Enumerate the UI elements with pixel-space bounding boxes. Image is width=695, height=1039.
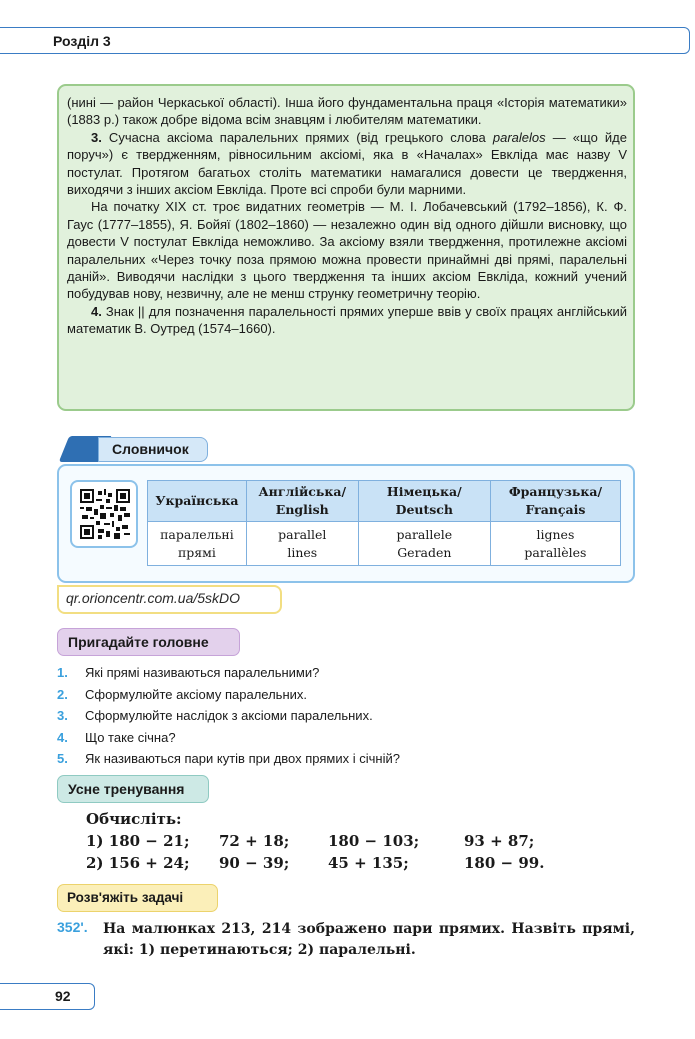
term-line: Geraden — [397, 544, 452, 560]
header-line: Français — [525, 502, 586, 517]
question-text: Що таке січна? — [85, 729, 176, 745]
page-number-bar — [0, 983, 95, 1010]
question-text: Сформулюйте наслідок з аксіоми паралельних. — [85, 708, 373, 723]
header-line: English — [275, 502, 329, 517]
vocabulary-table — [147, 480, 621, 566]
question-number: 3. — [57, 708, 68, 723]
question-number: 4. — [57, 729, 68, 745]
header-line: Deutsch — [395, 502, 454, 517]
remember-title: Пригадайте головне — [68, 634, 209, 650]
vocabulary-title: Словничок — [112, 441, 189, 457]
header-line: Французька/ — [508, 484, 603, 499]
header-line: Німецька/ — [386, 484, 462, 499]
term-ukrainian — [148, 522, 247, 566]
paragraph-number: 4. — [91, 303, 102, 319]
header-line: Українська — [155, 493, 239, 508]
term-english — [246, 522, 358, 566]
term-line: прямі — [177, 544, 216, 560]
list-item — [57, 662, 637, 684]
question-list — [57, 662, 637, 770]
history-paragraph-1: (нині — район Черкаської області). Інша його фундаментальна праця «Історія математики» (1883 р.) також добре відома всім знавцям і любителям математики. — [67, 95, 627, 128]
header-german — [358, 481, 490, 522]
header-line: Англійська/ — [258, 484, 347, 499]
solve-problems-title: Розв'яжіть задачі — [67, 890, 184, 905]
section-title: Розділ 3 — [53, 33, 111, 49]
term-line: lines — [287, 544, 318, 560]
header-ukrainian — [148, 481, 247, 522]
list-item — [57, 705, 637, 727]
calculate-label: Обчисліть: — [86, 810, 182, 828]
history-note-text — [67, 94, 627, 338]
header-french — [490, 481, 620, 522]
history-text-span: Сучасна аксіома паралельних прямих (від грецького слова — [101, 129, 493, 145]
oral-practice-title: Усне тренування — [68, 781, 185, 797]
calc-item: 93 + 87; — [464, 832, 535, 850]
calc-item: 2) 156 + 24; — [86, 854, 190, 872]
history-paragraph-3: На початку XIX ст. троє видатних геометрів — М. І. Лобачевський (1792–1856), К. Ф. Гаус (1777–1855), Я. Бойяї (1802–1860) — незалежно один від одного дійшли висновку, що довести V постулат Евкліда неможливо. За аксіому взяли твердження, протилежне аксіомі паралельних «Через точку поза прямою можна провести принаймні дві прямі, паралельні даній». Виводячи наслідки з цього твердження та інших аксіом Евкліда, кожний учений побудував нову, незвичну, але не менш струнку геометричну теорію. — [67, 199, 627, 302]
term-line: паралельні — [160, 526, 234, 542]
question-text: Сформулюйте аксіому паралельних. — [85, 686, 307, 702]
resource-link[interactable]: qr.orioncentr.com.ua/5skDO — [66, 590, 241, 606]
term-french — [490, 522, 620, 566]
history-paragraph-4 — [67, 303, 627, 338]
calc-item: 72 + 18; — [219, 832, 290, 850]
question-number: 1. — [57, 665, 68, 680]
term-line: lignes — [536, 526, 575, 542]
term-line: parallel — [278, 526, 327, 542]
term-german — [358, 522, 490, 566]
list-item — [57, 684, 637, 706]
question-number: 2. — [57, 686, 68, 702]
task-text: На малюнках 213, 214 зображено пари прямих. Назвіть прямі, які: 1) перетинаються; 2) паралельні. — [103, 921, 635, 958]
page-number: 92 — [55, 988, 71, 1004]
vocabulary-heading — [60, 436, 210, 464]
question-text: Які прямі називаються паралельними? — [85, 665, 320, 680]
question-text: Як називаються пари кутів при двох прямих і січній? — [85, 751, 400, 766]
qr-code-icon[interactable] — [80, 489, 130, 539]
paragraph-number: 3. — [91, 129, 102, 145]
term-line: parallele — [396, 526, 453, 542]
header-english — [246, 481, 358, 522]
calc-item: 180 − 99. — [464, 854, 545, 872]
list-item — [57, 727, 637, 749]
history-text-span: — «що йде поруч») є твердженням, рівносильним аксіомі, яка в «Началах» Евкліда має назву V постулат. Протягом багатьох століть математики намагалися довести це твердження, виходячи з інших аксіом Евкліда. Проте всі спроби були марними. — [67, 129, 627, 198]
term-line: parallèles — [524, 544, 587, 560]
calc-item: 90 − 39; — [219, 854, 290, 872]
calc-item: 45 + 135; — [328, 854, 409, 872]
question-number: 5. — [57, 751, 68, 766]
vocabulary-term-row — [148, 522, 621, 566]
vocabulary-header-row — [148, 481, 621, 522]
history-text-span: Знак || для позначення паралельності прямих уперше ввів у своїх працях англійський математик В. Оутред (1574–1660). — [67, 303, 627, 337]
calc-item: 180 − 103; — [328, 832, 420, 850]
list-item — [57, 748, 637, 770]
calc-item: 1) 180 − 21; — [86, 832, 190, 850]
task-number: 352'. — [57, 919, 88, 935]
history-paragraph-2 — [67, 129, 627, 199]
greek-word: paralelos — [492, 129, 546, 145]
